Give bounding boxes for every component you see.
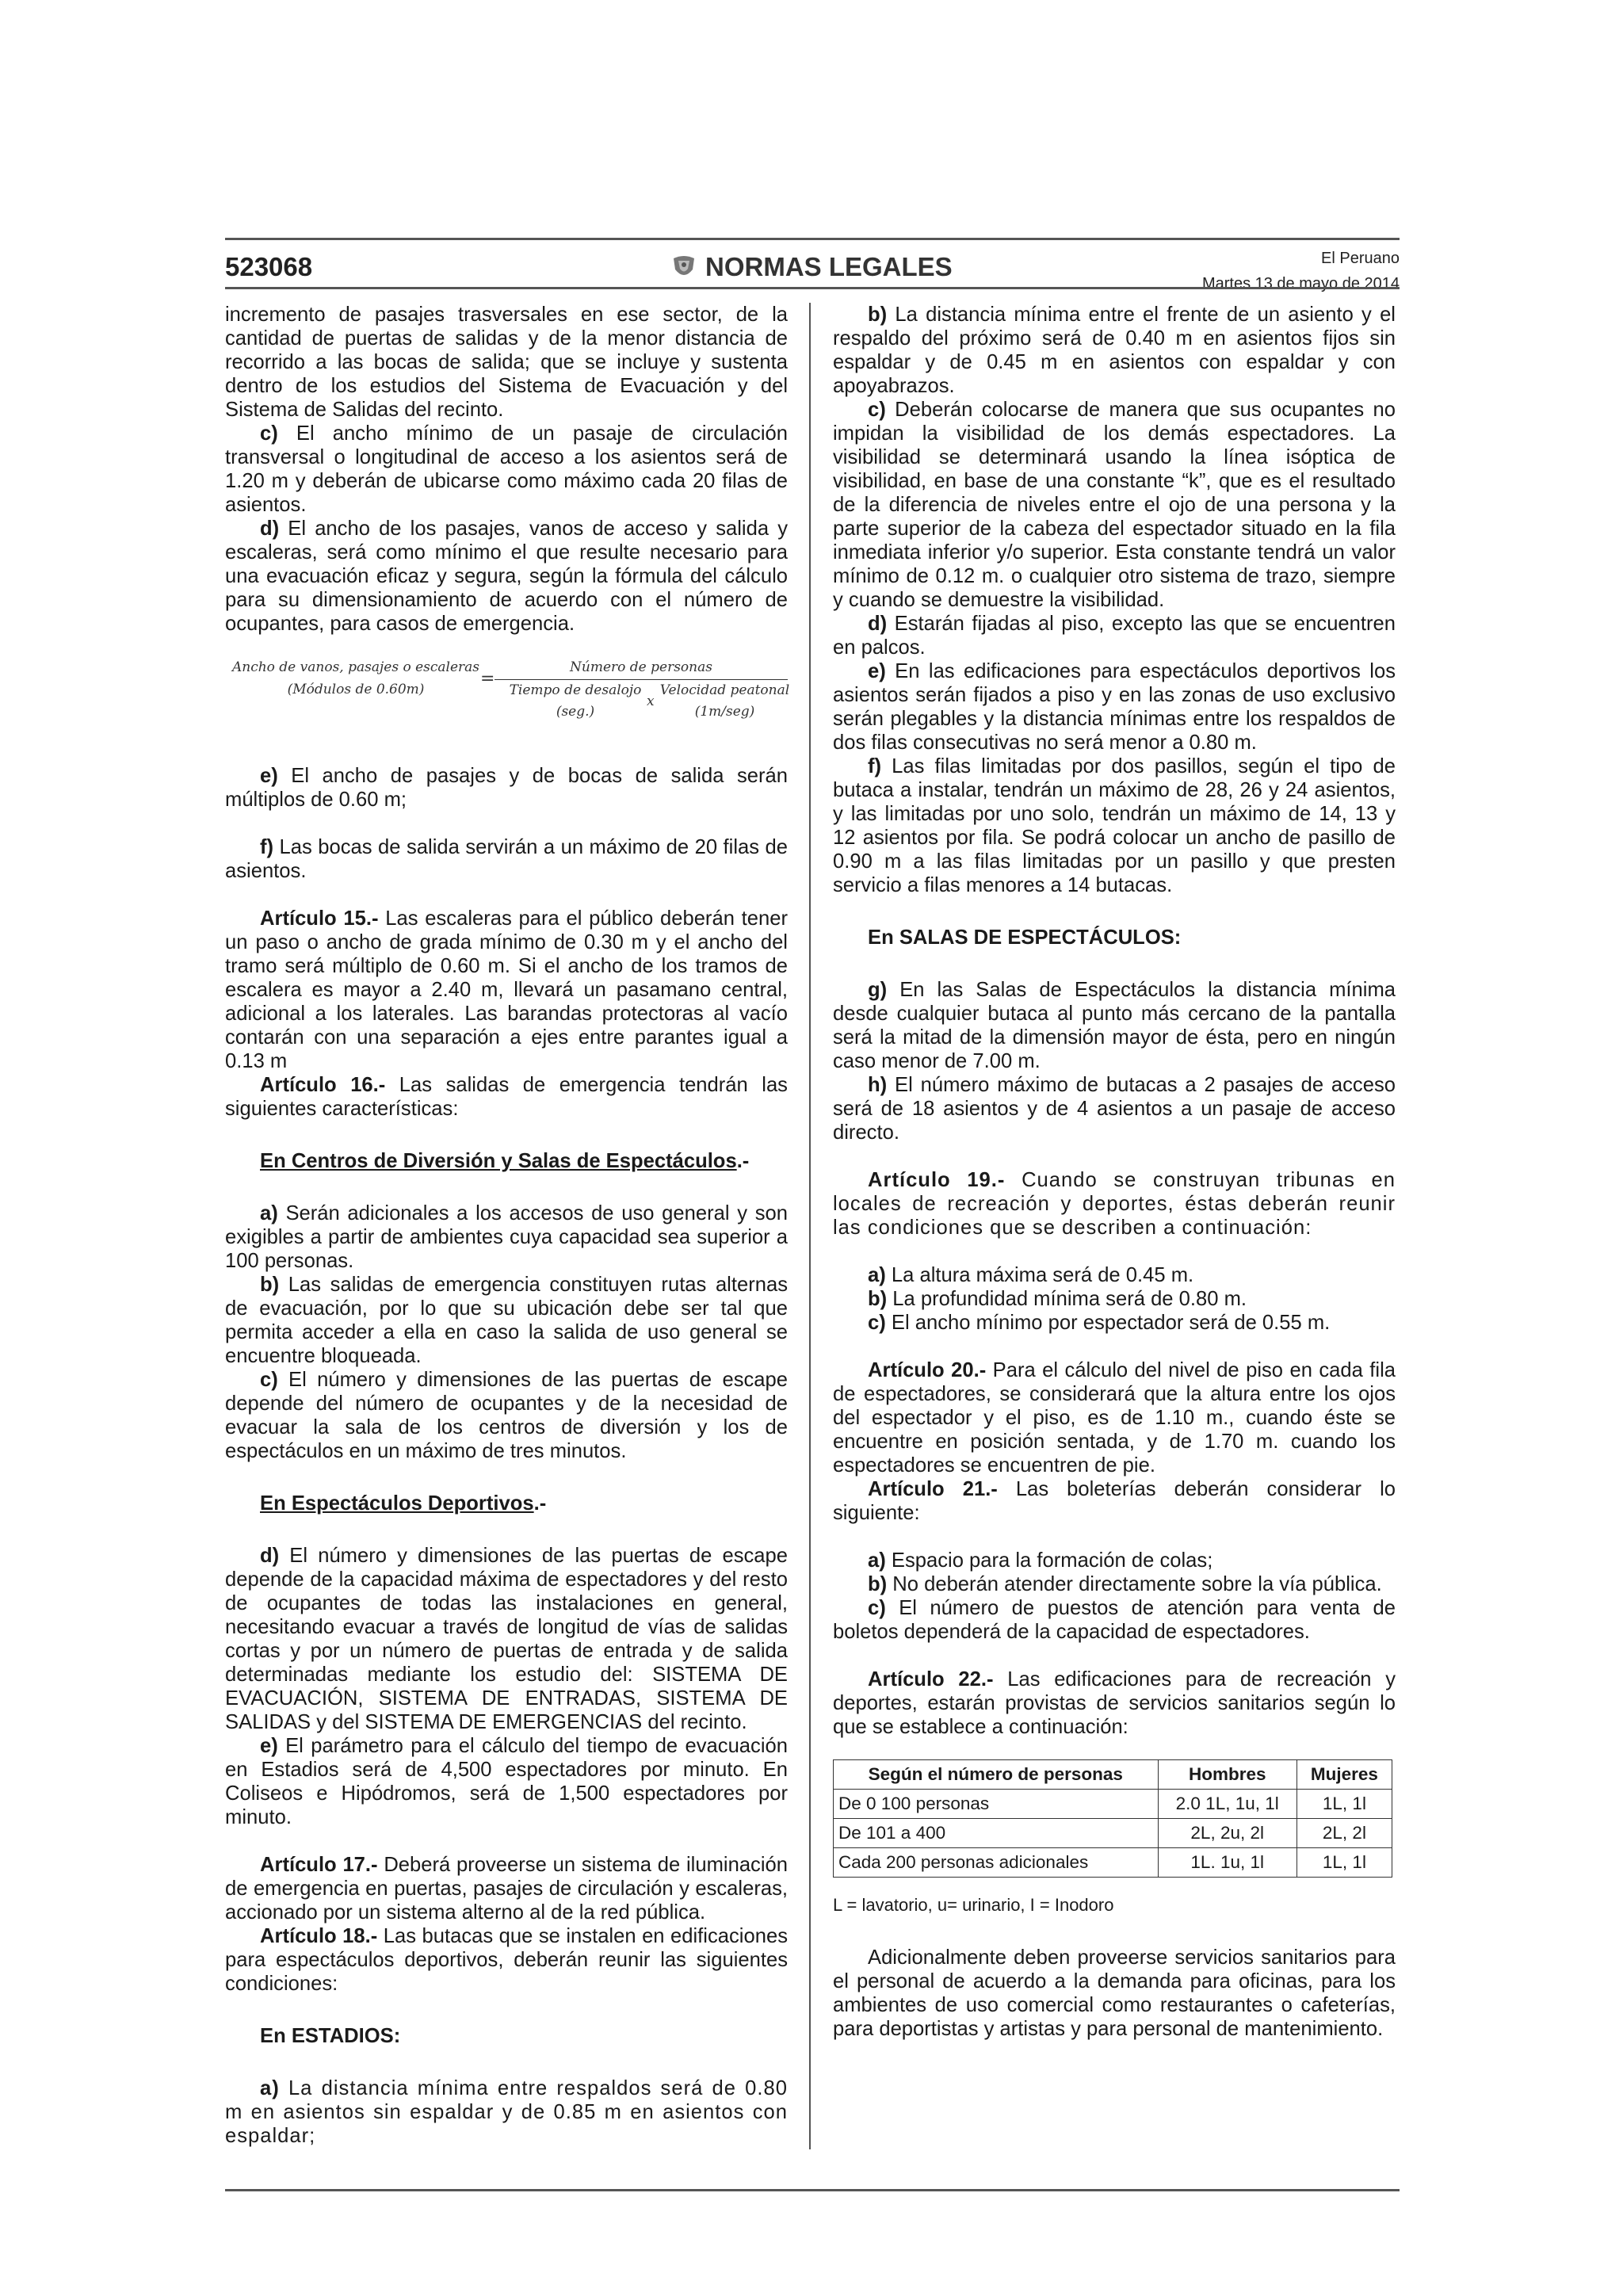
paragraph: h) El número máximo de butacas a 2 pasajes de acceso será de 18 asientos y de 4 asientos a un pasaje de acceso directo.: [833, 1074, 1396, 1144]
table-cell: 1L, 1l: [1296, 1848, 1392, 1878]
table-header-cell: Mujeres: [1296, 1760, 1392, 1790]
table-row: [834, 1790, 1392, 1819]
article-17: Artículo 17.- Deberá proveerse un sistema de iluminación de emergencia en puertas, pasajes de circulación y escaleras, accionado por un sistema alterno al de la red pública.: [225, 1854, 789, 1924]
column-divider: [809, 303, 811, 2149]
formula-numerator: Número de personas: [570, 659, 712, 675]
article-15: Artículo 15.- Las escaleras para el público deberán tener un paso o ancho de grada mínimo de 0.30 m y el ancho del tramo será múltiplo de 0.60 m. Si el ancho de los tramos de escalera es mayor a 2.40 m, llevará un pasamano central, adicional a los laterales. Las barandas protectoras al vacío contarán con una separación a ejes entre parantes igual a 0.13 m: [225, 907, 788, 1072]
brand-name: NORMAS LEGALES: [705, 252, 953, 281]
article-16: Artículo 16.- Las salidas de emergencia tendrán las siguientes características:: [225, 1074, 788, 1120]
paragraph: f) Las bocas de salida servirán a un máximo de 20 filas de asientos.: [225, 836, 788, 882]
paragraph: d) Estarán fijadas al piso, excepto las que se encuentren en palcos.: [833, 613, 1396, 659]
formula-denominator-speed: Velocidad peatonal (1m/seg): [659, 682, 790, 720]
article-22: Artículo 22.- Las edificaciones para de recreación y deportes, estarán provistas de servicios sanitarios según lo que se establece a continuación:: [833, 1668, 1396, 1738]
table-header-cell: Según el número de personas: [834, 1760, 1159, 1790]
list-item: b) No deberán atender directamente sobre la vía pública.: [868, 1573, 1382, 1595]
article-18: Artículo 18.- Las butacas que se instalen en edificaciones para espectáculos deportivos, deberán reunir las siguientes condiciones:: [225, 1925, 788, 1995]
paragraph: e) El parámetro para el cálculo del tiempo de evacuación en Estadios será de 4,500 espectadores por minuto. En Coliseos e Hipódromos, será de 1,500 espectadores por minuto.: [225, 1735, 788, 1828]
list-item: b) La profundidad mínima será de 0.80 m.: [868, 1288, 1247, 1310]
evacuation-formula: [225, 656, 788, 721]
table-cell: 2L, 2l: [1296, 1819, 1392, 1848]
section-heading: En Centros de Diversión y Salas de Espectáculos.-: [260, 1150, 750, 1172]
paragraph: e) En las edificaciones para espectáculos deportivos los asientos serán fijados a piso y en las zonas de uso exclusivo serán plegables y la distancia mínimas entre los respaldos de dos filas consecutivas no será menor a 0.80 m.: [833, 660, 1396, 754]
paragraph: c) El ancho mínimo de un pasaje de circulación transversal o longitudinal de acceso a los asientos será de 1.20 m y deberán de ubicarse como máximo cada 20 filas de asientos.: [225, 422, 788, 516]
table-row: [834, 1819, 1392, 1848]
page-number: 523068: [225, 252, 313, 281]
paragraph: incremento de pasajes trasversales en ese sector, de la cantidad de puertas de salidas y de la menor distancia de recorrido a las bocas de salida; que se incluye y sustenta dentro de los estudios del Sistema de Evacuación y del Sistema de Salidas del recinto.: [225, 304, 788, 421]
formula-equals: =: [480, 669, 495, 689]
table-cell: De 101 a 400: [834, 1819, 1159, 1848]
table-cell: 2.0 1L, 1u, 1l: [1158, 1790, 1296, 1819]
paragraph: b) La distancia mínima entre el frente de un asiento y el respaldo del próximo será de 0.40 m en asientos fijos sin espaldar y de 0.45 m en asientos con espaldar y con apoyabrazos.: [833, 304, 1396, 397]
paragraph: c) Deberán colocarse de manera que sus ocupantes no impidan la visibilidad de los demás espectadores. La visibilidad se determinará usando la línea isóptica de visibilidad, en base de una constante “k”, que es el resultado de la diferencia de niveles entre el ojo de una persona y la parte superior de la cabeza del espectador situado en la fila inmediata inferior y/o superior. Esta constante tendrá un valor mínimo de 0.12 m. o cualquier otro sistema de trazo, siempre y cuando se demuestre la visibilidad.: [833, 399, 1396, 611]
paragraph: d) El número y dimensiones de las puertas de escape depende de la capacidad máxima de espectadores y del resto de ocupantes de todas las instalaciones en general, necesitando evacuar a través de longitud de vías de salidas cortas y por un número de puertas de entrada y de salida determinadas mediante los estudio del: SISTEMA DE EVACUACIÓN, SISTEMA DE ENTRADAS, SISTEMA DE SALIDAS y del SISTEMA DE EMERGENCIAS del recinto.: [225, 1545, 788, 1733]
header-top-rule: [225, 238, 1400, 240]
paragraph: Adicionalmente deben proveerse servicios sanitarios para el personal de acuerdo a la demanda para oficinas, para los ambientes de uso comercial como restaurantes o cafeterías, para deportistas y artistas y para personal de mantenimiento.: [833, 1946, 1396, 2040]
article-21: Artículo 21.- Las boleterías deberán considerar lo siguiente:: [833, 1478, 1396, 1524]
table-row: [834, 1848, 1392, 1878]
section-heading: En Espectáculos Deportivos.-: [260, 1492, 547, 1515]
paragraph: a) Serán adicionales a los accesos de uso general y son exigibles a partir de ambientes cuya capacidad sea superior a 100 personas.: [225, 1202, 788, 1272]
formula-multiply: x: [647, 693, 655, 709]
section-heading: En SALAS DE ESPECTÁCULOS:: [868, 926, 1182, 949]
paragraph: e) El ancho de pasajes y de bocas de salida serán múltiplos de 0.60 m;: [225, 765, 788, 811]
table-legend: L = lavatorio, u= urinario, I = Inodoro: [833, 1895, 1114, 1915]
formula-denominator-time: Tiempo de desalojo (seg.): [509, 682, 642, 720]
formula-lhs: Ancho de vanos, pasajes o escaleras (Módulos de 0.60m): [231, 659, 480, 697]
list-item: c) El ancho mínimo por espectador será de 0.55 m.: [868, 1312, 1331, 1334]
footer-rule: [225, 2189, 1400, 2191]
paragraph: g) En las Salas de Espectáculos la distancia mínima desde cualquier butaca al punto más cercano de la pantalla será la mitad de la dimensión mayor de ésta, pero en ningún caso menor de 7.00 m.: [833, 979, 1396, 1072]
list-item: a) Espacio para la formación de colas;: [868, 1549, 1213, 1572]
article-20: Artículo 20.- Para el cálculo del nivel de piso en cada fila de espectadores, se considerará que la altura entre los ojos del espectador y el piso, es de 1.10 m., cuando éste se encuentre en posición sentada, y de 1.70 m. cuando los espectadores se encuentren de pie.: [833, 1359, 1396, 1477]
left-column: [225, 303, 788, 2148]
section-heading: En ESTADIOS:: [260, 2025, 401, 2047]
table-cell: 1L, 1l: [1296, 1790, 1392, 1819]
brand-logo: [670, 252, 953, 282]
list-item: c) El número de puestos de atención para venta de boletos dependerá de la capacidad de espectadores.: [833, 1597, 1396, 1643]
publication-date: Martes 13 de mayo de 2014: [1201, 275, 1400, 292]
header-bottom-rule: [225, 287, 1400, 289]
paragraph: b) Las salidas de emergencia constituyen rutas alternas de evacuación, por lo que su ubicación debe ser tal que permita acceder a ella en caso la salida de uso general se encuentre bloqueada.: [225, 1274, 788, 1367]
publisher-name: El Peruano: [1321, 250, 1400, 267]
paragraph: f) Las filas limitadas por dos pasillos, según el tipo de butaca a instalar, tendrán un máximo de 28, 26 y 24 asientos, y las limitadas por uno solo, tendrán un máximo de 14, 13 y 12 asientos por fila. Se podrá colocar un ancho de pasillo de 0.90 m a las filas limitadas por un pasillo y que presten servicio a filas menores a 14 butacas.: [833, 755, 1396, 896]
right-column: [833, 303, 1396, 2041]
table-cell: 2L, 2u, 2l: [1158, 1819, 1296, 1848]
table-header-cell: Hombres: [1158, 1760, 1296, 1790]
paragraph: a) La distancia mínima entre respaldos será de 0.80 m en asientos sin espaldar y de 0.85 m en asientos con espaldar;: [225, 2077, 788, 2147]
table-cell: Cada 200 personas adicionales: [834, 1848, 1159, 1878]
table-header-row: [834, 1760, 1392, 1790]
list-item: a) La altura máxima será de 0.45 m.: [868, 1264, 1194, 1286]
article-19: Artículo 19.- Cuando se construyan tribunas en locales de recreación y deportes, éstas deberán reunir las condiciones que se describen a continuación:: [833, 1169, 1396, 1239]
table-cell: 1L. 1u, 1l: [1158, 1848, 1296, 1878]
coat-of-arms-icon: [670, 254, 697, 281]
table-cell: De 0 100 personas: [834, 1790, 1159, 1819]
paragraph: d) El ancho de los pasajes, vanos de acceso y salida y escaleras, será como mínimo el que resulte necesario para una evacuación eficaz y segura, según la fórmula del cálculo para su dimensionamiento de acuerdo con el número de ocupantes, para casos de emergencia.: [225, 518, 788, 635]
paragraph: c) El número y dimensiones de las puertas de escape depende del número de ocupantes y de la necesidad de evacuar la sala de los centros de diversión y los de espectáculos en un máximo de tres minutos.: [225, 1369, 788, 1462]
sanitary-services-table: [833, 1759, 1392, 1878]
